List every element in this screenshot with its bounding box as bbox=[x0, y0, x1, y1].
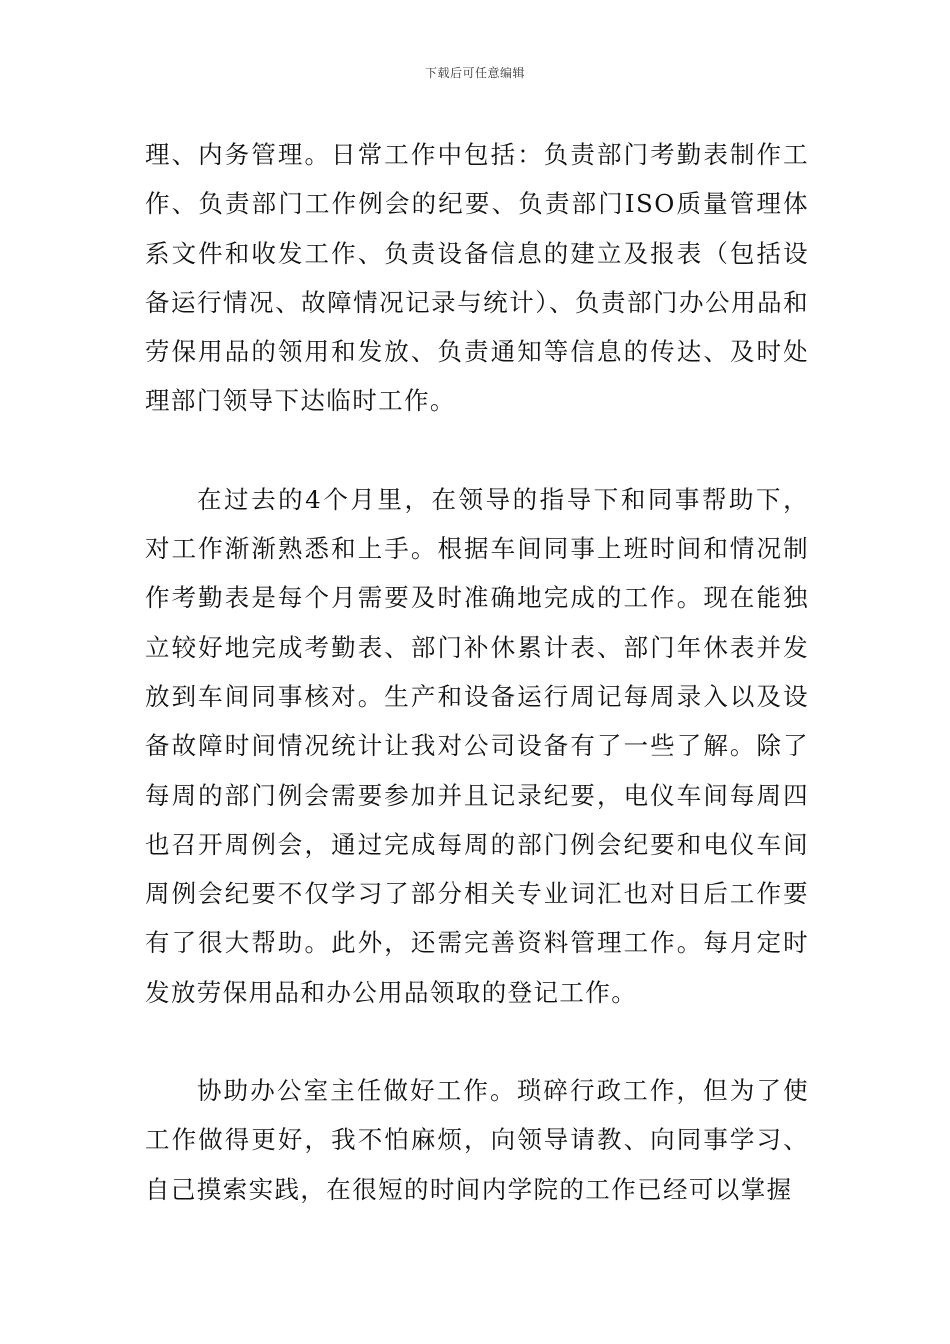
body-paragraph-assist-director: 协助办公室主任做好工作。琐碎行政工作，但为了使工作做得更好，我不怕麻烦，向领导请教、向同事学习、自己摸索实践，在很短的时间内学院的工作已经可以掌握 bbox=[145, 1076, 809, 1204]
body-paragraph-continued: 理、内务管理。日常工作中包括：负责部门考勤表制作工作、负责部门工作例会的纪要、负责部门ISO质量管理体系文件和收发工作、负责设备信息的建立及报表（包括设备运行情况、故障情况记录与统计）、负责部门办公用品和劳保用品的领用和发放、负责通知等信息的传达、及时处理部门领导下达临时工作。 bbox=[145, 140, 809, 416]
body-paragraph-work-summary: 在过去的4个月里，在领导的指导下和同事帮助下，对工作渐渐熟悉和上手。根据车间同事上班时间和情况制作考勤表是每个月需要及时准确地完成的工作。现在能独立较好地完成考勤表、部门补休累计表、部门年休表并发放到车间同事核对。生产和设备运行周记每周录入以及设备故障时间情况统计让我对公司设备有了一些了解。除了每周的部门例会需要参加并且记录纪要，电仪车间每周四也召开周例会，通过完成每周的部门例会纪要和电仪车间周例会纪要不仅学习了部分相关专业词汇也对日后工作要有了很大帮助。此外，还需完善资料管理工作。每月定时发放劳保用品和办公用品领取的登记工作。 bbox=[145, 484, 809, 1007]
page-header: 下载后可任意编辑 bbox=[424, 66, 525, 80]
document-body bbox=[145, 130, 809, 1214]
